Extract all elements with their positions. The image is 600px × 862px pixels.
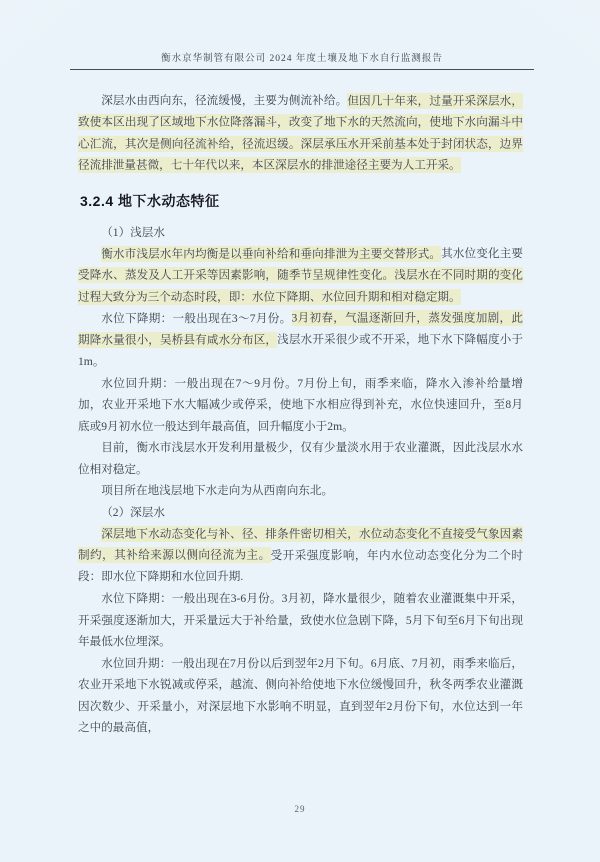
paragraph bbox=[78, 502, 523, 524]
page-number: 29 bbox=[294, 804, 306, 814]
paragraph bbox=[78, 523, 523, 588]
highlighted-text: 但因几十年来，过量开采深层水，致使本区出现了区域地下水位降落漏斗，改变了地下水的天然流向，使地下水向漏斗中心汇流，其次是侧向径流补给，径流迟缓。深层承压水开采前基本处于封闭状态，边界径流排泄量甚微，七十年代以来，本区深层水的排泄途径主要为人工开采。 bbox=[78, 94, 523, 172]
text-run: （2）深层水 bbox=[101, 505, 165, 519]
paragraph bbox=[78, 480, 523, 502]
paragraph bbox=[78, 588, 523, 653]
highlighted-text: 深层地下水动态变化与补、径、排条件密切相关，水位动态变化不直接受气象因素制约，其补给来源以侧向径流为主。 bbox=[78, 527, 523, 562]
text-run: 水位下降期：一般出现在3-6月份。3月初，降水量很少，随着农业灌溉集中开采，开采强度逐渐加大，开采量远大于补给量，致使水位急剧下降，5月下旬至6月下旬出现年最低水位埋深。 bbox=[78, 592, 523, 649]
text-run: 水位下降期：一般出现在3～7月份。 bbox=[101, 311, 292, 325]
paragraph bbox=[78, 373, 523, 438]
paragraph bbox=[78, 90, 523, 176]
text-run: （1）浅层水 bbox=[101, 225, 165, 239]
highlighted-text: 受降水、蒸发及人工开采等因素影响，随季节呈规律性变化。浅层水在不同时期的变化过程大致分为三个动态时段，即：水位下降期、水位回升期和相对稳定期。 bbox=[78, 268, 523, 304]
text-run: 受开采强度影响，年内水位动态变化分为二个时段：即水位下降期和水位回升期. bbox=[78, 548, 523, 584]
report-header bbox=[70, 0, 534, 70]
highlighted-text: 3月初春，气温逐渐回升，蒸发强度加剧，此期降水量很小，吴桥县有咸水分布区， bbox=[78, 311, 523, 347]
text-run: 项目所在地浅层地下水走向为从西南向东北。 bbox=[101, 484, 334, 498]
text-run: 浅层水开采很少或不开采，地下水下降幅度小于1m。 bbox=[78, 333, 523, 369]
text-run: 目前，衡水市浅层水开发利用量极少，仅有少量淡水用于农业灌溉，因此浅层水水位相对稳定。 bbox=[78, 441, 523, 476]
highlighted-text: 衡水市浅层水年内均衡是以垂向补给和垂向排泄为主要交替形式。 bbox=[101, 247, 442, 261]
section-heading bbox=[80, 191, 523, 213]
paragraph bbox=[78, 308, 523, 373]
paragraph bbox=[78, 243, 523, 308]
report-header-title: 衡水京华制管有限公司 2024 年度土壤及地下水自行监测报告 bbox=[161, 54, 443, 64]
header-rule bbox=[70, 69, 534, 70]
text-run: 深层水由西向东，径流缓慢，主要为侧流补给。 bbox=[101, 94, 348, 107]
paragraph bbox=[78, 653, 523, 739]
text-run: 其水位变化主要 bbox=[441, 247, 523, 261]
paragraph bbox=[78, 222, 523, 244]
text-run: 水位回升期：一般出现在7月份以后到翌年2月下旬。6月底、7月初，雨季来临后，农业开采地下水锐减或停采，越流、侧向补给使地下水位缓慢回升，秋冬两季农业灌溉因次数少、开采量小，对深层地下水影响不明显，直到翌年2月份下旬，水位达到一年之中的最高值， bbox=[78, 656, 523, 735]
document-body bbox=[78, 90, 523, 739]
text-run: 3.2.4 地下水动态特征 bbox=[80, 193, 220, 210]
text-run: 水位回升期：一般出现在7～9月份。7月份上旬，雨季来临，降水入渗补给量增加，农业开采地下水大幅减少或停采，使地下水相应得到补充，水位快速回升，至8月底或9月初水位一般达到年最高值，回升幅度小于2m。 bbox=[78, 376, 523, 433]
paragraph bbox=[78, 437, 523, 480]
